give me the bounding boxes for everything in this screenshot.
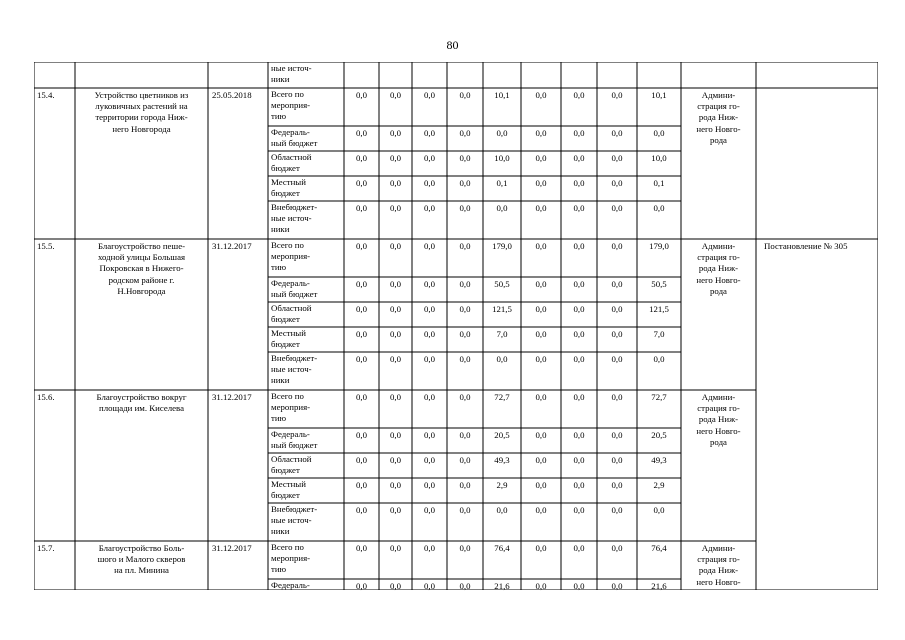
value-cell: 0,0: [496, 505, 508, 515]
value-cell: 0,0: [424, 581, 435, 591]
value-cell: 0,0: [390, 128, 401, 138]
value-cell: 0,0: [356, 329, 367, 339]
source-label: Федераль- ный бюджет: [271, 127, 318, 149]
value-cell: 21,6: [651, 581, 667, 591]
value-cell: 0,0: [390, 354, 401, 364]
value-cell: 0,0: [356, 581, 367, 591]
value-cell: 0,0: [390, 392, 401, 402]
executor: Админи- страция го- рода Ниж- него Новго- рода: [696, 392, 741, 447]
value-cell: 0,0: [535, 203, 547, 213]
value-cell: 0,0: [459, 329, 471, 339]
value-cell: 0,0: [573, 354, 585, 364]
source-label: Местный бюджет: [271, 177, 306, 199]
budget-table: [34, 62, 878, 590]
value-cell: 0,0: [573, 581, 585, 591]
value-cell: 0,0: [611, 480, 623, 490]
value-cell: 0,0: [459, 90, 471, 100]
value-cell: 0,0: [390, 543, 401, 553]
value-cell: 0,0: [390, 480, 401, 490]
value-cell: 0,0: [390, 329, 401, 339]
value-cell: 0,0: [535, 128, 547, 138]
source-label: Областной бюджет: [271, 152, 312, 174]
value-cell: 0,0: [611, 354, 623, 364]
value-cell: 0,0: [653, 505, 665, 515]
value-cell: 0,0: [573, 505, 585, 515]
activity-name: Благоустройство вокруг площади им. Киселева: [96, 392, 187, 414]
value-cell: 0,0: [459, 153, 471, 163]
value-cell: 0,0: [535, 392, 547, 402]
value-cell: 0,0: [390, 505, 401, 515]
value-cell: 0,0: [459, 203, 471, 213]
value-cell: 0,0: [459, 392, 471, 402]
value-cell: 0,0: [390, 203, 401, 213]
value-cell: 0,0: [535, 178, 547, 188]
value-cell: 7,0: [496, 329, 508, 339]
value-cell: 0,0: [611, 505, 623, 515]
value-cell: 10,0: [494, 153, 510, 163]
source-label: Федераль-: [271, 580, 310, 590]
value-cell: 121,5: [492, 304, 512, 314]
value-cell: 0,0: [573, 392, 585, 402]
value-cell: 0,0: [424, 430, 435, 440]
value-cell: 0,0: [535, 90, 547, 100]
value-cell: 0,0: [496, 203, 508, 213]
value-cell: 0,0: [390, 581, 401, 591]
activity-name: Устройство цветников из луковичных растений на территории города Ниж- него Новгорода: [94, 90, 189, 134]
value-cell: 76,4: [651, 543, 667, 553]
value-cell: 0,0: [390, 430, 401, 440]
value-cell: 0,0: [535, 505, 547, 515]
value-cell: 0,0: [424, 241, 435, 251]
executor: Админи- страция го- рода Ниж- него Новго- рода: [696, 241, 741, 296]
row-number: 15.6.: [37, 392, 55, 402]
value-cell: 0,0: [496, 354, 508, 364]
value-cell: 0,0: [356, 178, 367, 188]
value-cell: 0,0: [535, 153, 547, 163]
value-cell: 0,0: [459, 430, 471, 440]
value-cell: 49,3: [651, 455, 667, 465]
value-cell: 0,0: [611, 329, 623, 339]
row-number: 15.4.: [37, 90, 55, 100]
value-cell: 0,0: [424, 153, 435, 163]
value-cell: 0,0: [611, 153, 623, 163]
source-label: Федераль- ный бюджет: [271, 278, 318, 300]
value-cell: 0,0: [535, 480, 547, 490]
value-cell: 0,0: [611, 304, 623, 314]
value-cell: 2,9: [653, 480, 665, 490]
value-cell: 2,9: [496, 480, 508, 490]
value-cell: 0,0: [535, 329, 547, 339]
value-cell: 0,0: [573, 329, 585, 339]
value-cell: 0,0: [459, 480, 471, 490]
value-cell: 10,1: [494, 90, 510, 100]
value-cell: 0,0: [424, 543, 435, 553]
source-label: Внебюджет- ные источ- ники: [271, 504, 318, 537]
activity-name: Благоустройство Боль- шого и Малого скверов на пл. Минина: [97, 543, 186, 576]
value-cell: 0,0: [390, 241, 401, 251]
value-cell: 0,0: [573, 153, 585, 163]
value-cell: 0,0: [611, 241, 623, 251]
deadline-date: 25.05.2018: [212, 90, 252, 100]
value-cell: 0,0: [573, 304, 585, 314]
value-cell: 0,0: [535, 581, 547, 591]
value-cell: 0,0: [496, 128, 508, 138]
value-cell: 0,0: [459, 241, 471, 251]
value-cell: 0,0: [653, 128, 665, 138]
source-label: Федераль- ный бюджет: [271, 429, 318, 451]
row-number: 15.7.: [37, 543, 55, 553]
value-cell: 10,1: [651, 90, 667, 100]
source-label: Всего по мероприя- тию: [271, 391, 311, 424]
source-label: Всего по мероприя- тию: [271, 89, 311, 122]
value-cell: 0,0: [611, 392, 623, 402]
value-cell: 0,0: [390, 279, 401, 289]
value-cell: 0,0: [459, 543, 471, 553]
value-cell: 0,0: [611, 203, 623, 213]
value-cell: 0,0: [424, 128, 435, 138]
value-cell: 0,0: [459, 178, 471, 188]
value-cell: 0,0: [390, 90, 401, 100]
source-label: Областной бюджет: [271, 303, 312, 325]
value-cell: 0,0: [573, 543, 585, 553]
value-cell: 0,0: [535, 430, 547, 440]
value-cell: 0,0: [356, 153, 367, 163]
value-cell: 0,0: [424, 392, 435, 402]
source-label: ные источ- ники: [271, 63, 312, 85]
value-cell: 0,0: [611, 90, 623, 100]
value-cell: 0,0: [573, 430, 585, 440]
value-cell: 0,0: [356, 354, 367, 364]
value-cell: 0,0: [424, 455, 435, 465]
value-cell: 72,7: [494, 392, 510, 402]
source-label: Всего по мероприя- тию: [271, 542, 311, 575]
value-cell: 0,0: [390, 304, 401, 314]
value-cell: 0,0: [424, 480, 435, 490]
value-cell: 0,0: [356, 455, 367, 465]
value-cell: 0,1: [496, 178, 508, 188]
value-cell: 0,0: [424, 279, 435, 289]
value-cell: 50,5: [651, 279, 667, 289]
value-cell: 179,0: [649, 241, 669, 251]
value-cell: 76,4: [494, 543, 510, 553]
value-cell: 0,0: [573, 128, 585, 138]
source-label: Внебюджет- ные источ- ники: [271, 202, 318, 235]
source-label: Местный бюджет: [271, 479, 306, 501]
activity-name: Благоустройство пеше- ходной улицы Большая Покровская в Нижего- родском районе г. Н.Новгорода: [97, 241, 186, 296]
value-cell: 0,0: [573, 241, 585, 251]
legal-note: Постановление № 305: [764, 241, 848, 251]
value-cell: 20,5: [494, 430, 510, 440]
value-cell: 0,0: [424, 90, 435, 100]
value-cell: 0,0: [535, 354, 547, 364]
value-cell: 121,5: [649, 304, 669, 314]
deadline-date: 31.12.2017: [212, 241, 252, 251]
value-cell: 0,0: [424, 354, 435, 364]
value-cell: 0,0: [573, 480, 585, 490]
value-cell: 0,0: [653, 354, 665, 364]
source-label: Областной бюджет: [271, 454, 312, 476]
deadline-date: 31.12.2017: [212, 392, 252, 402]
value-cell: 0,0: [424, 505, 435, 515]
value-cell: 7,0: [653, 329, 665, 339]
value-cell: 0,0: [356, 480, 367, 490]
value-cell: 0,0: [459, 279, 471, 289]
value-cell: 72,7: [651, 392, 667, 402]
value-cell: 0,0: [573, 203, 585, 213]
value-cell: 0,0: [535, 304, 547, 314]
value-cell: 0,0: [459, 128, 471, 138]
value-cell: 0,0: [653, 203, 665, 213]
value-cell: 0,0: [356, 279, 367, 289]
value-cell: 0,0: [459, 304, 471, 314]
value-cell: 0,0: [611, 543, 623, 553]
value-cell: 0,0: [356, 203, 367, 213]
source-label: Внебюджет- ные источ- ники: [271, 353, 318, 386]
value-cell: 0,0: [459, 505, 471, 515]
value-cell: 0,0: [424, 203, 435, 213]
value-cell: 50,5: [494, 279, 510, 289]
value-cell: 0,0: [390, 178, 401, 188]
value-cell: 0,0: [390, 455, 401, 465]
value-cell: 20,5: [651, 430, 667, 440]
value-cell: 179,0: [492, 241, 512, 251]
value-cell: 0,0: [356, 392, 367, 402]
value-cell: 0,0: [611, 279, 623, 289]
value-cell: 0,0: [356, 128, 367, 138]
value-cell: 49,3: [494, 455, 510, 465]
value-cell: 0,0: [424, 178, 435, 188]
value-cell: 0,0: [611, 430, 623, 440]
value-cell: 0,0: [611, 455, 623, 465]
value-cell: 0,0: [356, 304, 367, 314]
value-cell: 0,0: [424, 304, 435, 314]
value-cell: 0,0: [424, 329, 435, 339]
value-cell: 0,0: [356, 505, 367, 515]
value-cell: 0,0: [459, 455, 471, 465]
value-cell: 10,0: [651, 153, 667, 163]
executor: Админи- страция го- рода Ниж- него Новго- рода: [696, 90, 741, 145]
value-cell: 0,0: [356, 430, 367, 440]
source-label: Местный бюджет: [271, 328, 306, 350]
value-cell: 0,0: [535, 455, 547, 465]
row-number: 15.5.: [37, 241, 55, 251]
value-cell: 0,0: [573, 455, 585, 465]
value-cell: 21,6: [494, 581, 510, 591]
value-cell: 0,0: [390, 153, 401, 163]
deadline-date: 31.12.2017: [212, 543, 252, 553]
value-cell: 0,0: [573, 178, 585, 188]
value-cell: 0,0: [356, 543, 367, 553]
executor: Админи- страция го- рода Ниж- него Новго-: [696, 543, 741, 587]
value-cell: 0,1: [653, 178, 665, 188]
value-cell: 0,0: [535, 543, 547, 553]
value-cell: 0,0: [573, 90, 585, 100]
value-cell: 0,0: [611, 581, 623, 591]
source-label: Всего по мероприя- тию: [271, 240, 311, 273]
value-cell: 0,0: [611, 128, 623, 138]
value-cell: 0,0: [356, 241, 367, 251]
value-cell: 0,0: [611, 178, 623, 188]
value-cell: 0,0: [459, 354, 471, 364]
value-cell: 0,0: [535, 241, 547, 251]
value-cell: 0,0: [459, 581, 471, 591]
page-number: 80: [446, 38, 459, 52]
value-cell: 0,0: [535, 279, 547, 289]
value-cell: 0,0: [356, 90, 367, 100]
value-cell: 0,0: [573, 279, 585, 289]
